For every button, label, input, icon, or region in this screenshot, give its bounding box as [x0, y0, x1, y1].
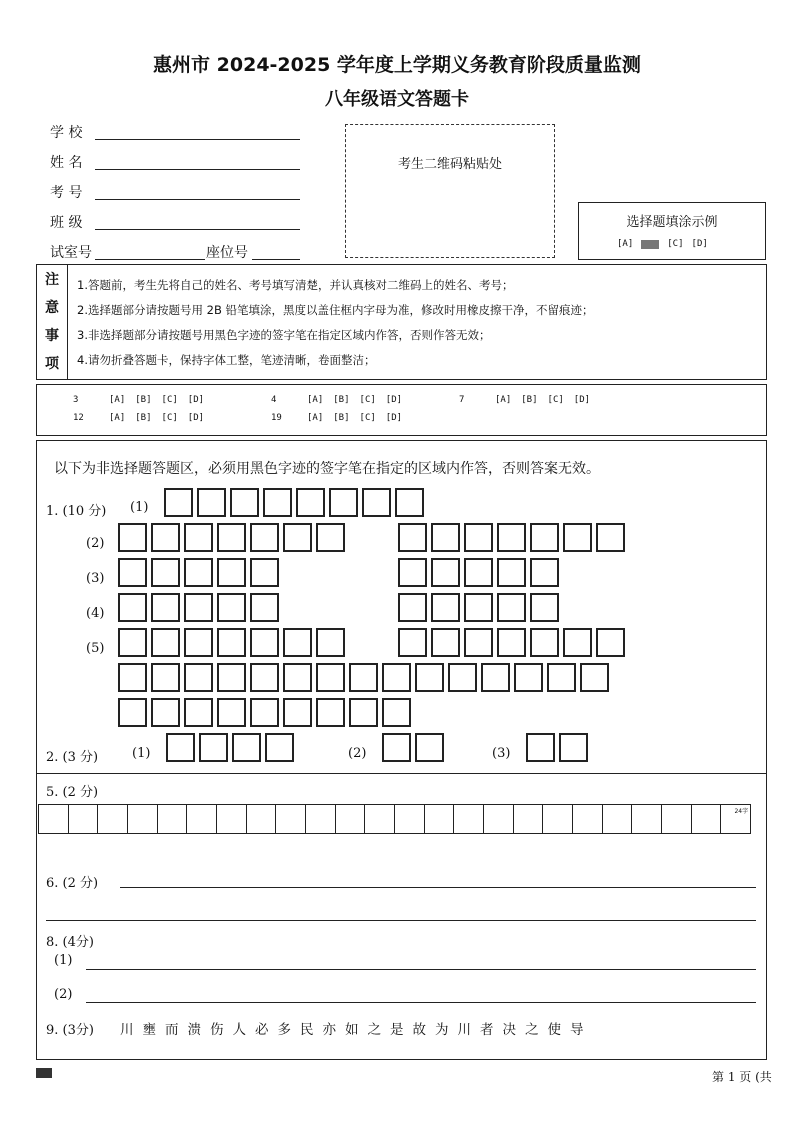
choice-q4[interactable]: 4 [A] [B] [C] [D]: [271, 395, 403, 405]
choice-q12[interactable]: 12 [A] [B] [C] [D]: [73, 413, 205, 423]
q1-label: 1. (10 分): [46, 504, 107, 519]
sample-filled-b: [641, 240, 659, 249]
q5-grid-count-mark: 24字: [734, 808, 749, 815]
seat-field[interactable]: [252, 258, 300, 260]
q6-answer-line-1[interactable]: [120, 886, 756, 888]
exam-number-label: 考 号: [50, 185, 83, 201]
fill-sample-options: [617, 239, 708, 249]
q1-part4-label: (4): [86, 606, 105, 621]
q5-answer-grid[interactable]: [38, 804, 751, 834]
q2-part2-label: (2): [348, 746, 367, 761]
q1-part5-boxes-row2[interactable]: [118, 663, 609, 692]
fill-sample-box: [578, 202, 766, 260]
seat-label: 座位号: [206, 245, 248, 261]
school-label: 学 校: [50, 125, 83, 141]
choice-q19[interactable]: 19 [A] [B] [C] [D]: [271, 413, 403, 423]
sample-option-c: [C]: [667, 239, 684, 249]
q8-part1-answer-line[interactable]: [86, 968, 756, 970]
class-label: 班 级: [50, 215, 83, 231]
q1-part2-label: (2): [86, 536, 105, 551]
q9-classical-text: 川壅而溃伤人必多民亦如之是故为川者决之使导: [120, 1022, 593, 1038]
q2-part3-boxes[interactable]: [526, 733, 588, 762]
name-label: 姓 名: [50, 155, 83, 171]
q8-label: 8. (4分): [46, 935, 94, 950]
alignment-mark: [36, 1068, 52, 1078]
q1-part5-boxes-row1-left[interactable]: [118, 628, 345, 657]
q1-part5-boxes-row3[interactable]: [118, 698, 411, 727]
q1-part4-boxes-left[interactable]: [118, 593, 279, 622]
name-field[interactable]: [95, 168, 300, 170]
choice-q3[interactable]: 3 [A] [B] [C] [D]: [73, 395, 205, 405]
q1-part5-boxes-row1-right[interactable]: [398, 628, 625, 657]
sample-option-a: [A]: [617, 239, 634, 249]
q1-part2-boxes-right[interactable]: [398, 523, 625, 552]
q1-part5-label: (5): [86, 641, 105, 656]
school-field[interactable]: [95, 138, 300, 140]
class-field[interactable]: [95, 228, 300, 230]
choice-section: [36, 384, 767, 436]
notice-box: [36, 264, 767, 380]
q1-part3-boxes-left[interactable]: [118, 558, 279, 587]
qr-code-area: [345, 124, 555, 258]
q9-label: 9. (3分): [46, 1023, 94, 1038]
q1-part3-boxes-right[interactable]: [398, 558, 559, 587]
q6-label: 6. (2 分): [46, 876, 99, 891]
notice-side-label: 注 意 事 项: [37, 265, 68, 379]
q1-part4-boxes-right[interactable]: [398, 593, 559, 622]
sample-option-d: [D]: [691, 239, 708, 249]
q2-label: 2. (3 分): [46, 750, 99, 765]
choice-q7[interactable]: 7 [A] [B] [C] [D]: [459, 395, 591, 405]
q5-label: 5. (2 分): [46, 785, 99, 800]
notice-item-4: 4.请勿折叠答题卡，保持字体工整，笔迹清晰，卷面整洁；: [77, 353, 376, 367]
notice-item-3: 3.非选择题部分请按题号用黑色字迹的签字笔在指定区域内作答，否则作答无效；: [77, 328, 491, 342]
exam-number-field[interactable]: [95, 198, 300, 200]
q2-part1-label: (1): [132, 746, 151, 761]
q1-part1-label: (1): [130, 500, 149, 515]
notice-item-1: 1.答题前，考生先将自己的姓名、考号填写清楚，并认真核对二维码上的姓名、考号；: [77, 278, 514, 292]
q8-part2-label: (2): [54, 987, 73, 1002]
notice-item-2: 2.选择题部分请按题号用 2B 铅笔填涂，黑度以盖住框内字母为准，修改时用橡皮擦干净，不留痕迹；: [77, 303, 594, 317]
q2-part2-boxes[interactable]: [382, 733, 444, 762]
q2-part1-boxes[interactable]: [166, 733, 294, 762]
room-field[interactable]: [95, 258, 205, 260]
q8-part2-answer-line[interactable]: [86, 1001, 756, 1003]
q8-part1-label: (1): [54, 953, 73, 968]
exam-title: 惠州市 2024-2025 学年度上学期义务教育阶段质量监测: [153, 54, 641, 76]
room-label: 试室号: [50, 245, 92, 261]
non-choice-notice: 以下为非选择题答题区，必须用黑色字迹的签字笔在指定的区域内作答，否则答案无效。: [54, 461, 600, 477]
answer-card-title: 八年级语文答题卡: [325, 89, 469, 110]
page-number: 第 1 页 (共: [712, 1070, 772, 1084]
q2-part3-label: (3): [492, 746, 511, 761]
q1-part2-boxes-left[interactable]: [118, 523, 345, 552]
q6-answer-line-2[interactable]: [46, 919, 756, 921]
fill-sample-title: 选择题填涂示例: [626, 215, 718, 230]
q1-part1-boxes[interactable]: [164, 488, 424, 517]
qr-code-label: 考生二维码粘贴处: [397, 157, 502, 172]
q1-part3-label: (3): [86, 571, 105, 586]
